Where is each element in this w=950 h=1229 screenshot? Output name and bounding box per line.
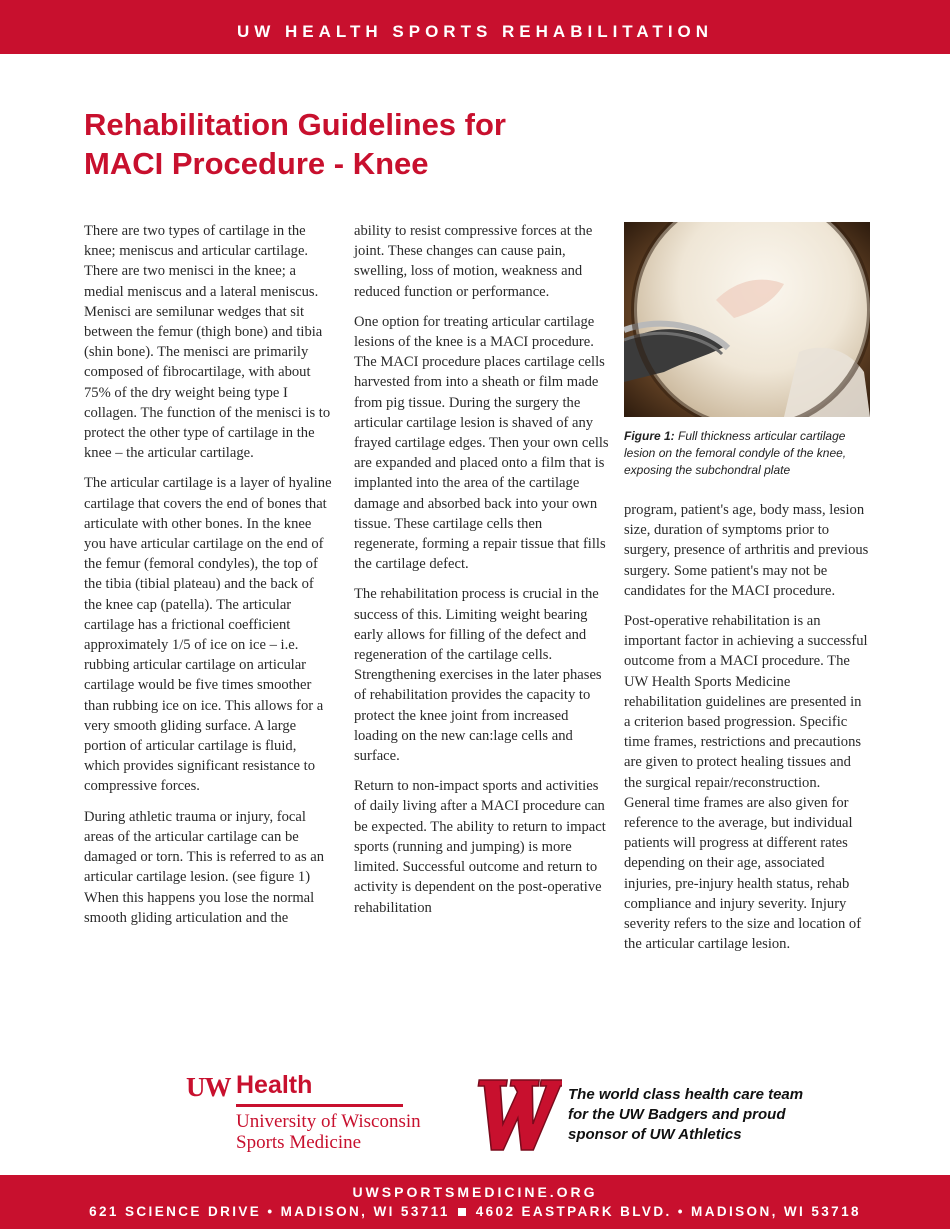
paragraph: program, patient's age, body mass, lesion size, duration of symptoms prior to surgery, presence of arthritis and previous surgery. Some patient's may not be candidates for the MACI procedure. [624,502,869,599]
figure-label: Figure 1: [624,429,675,443]
text-column-2 [354,221,609,928]
logo-divider [236,1104,403,1107]
text-column-3 [624,500,870,964]
paragraph: During athletic trauma or injury, focal areas of the articular cartilage can be damaged or torn. This is referred to as an articular cartilage lesion. (see figure 1) When this happens you lose the normal smooth gliding articulation and the [84,808,325,926]
sponsor-tagline [568,1085,838,1145]
paragraph: Post-operative rehabilitation is an important factor in achieving a successful outcome from a MACI procedure. The UW Health Sports Medicine rehabilitation guidelines are presented in a criterion based progression. Specific time frames, restrictions and precautions are given to protect healing tissues and the surgical repair/reconstruction. General time frames are also given for reference to the average, but individual patients will progress at different rates depending on their age, associated injuries, pre-injury health status, rehab compliance and injury severity. Injury severity refers to the size and location of the articular cartilage lesion. [624,613,868,953]
square-bullet-icon [458,1208,466,1216]
paragraph: There are two types of cartilage in the knee; meniscus and articular cartilage. There are two menisci in the knee; a medial meniscus and a lateral meniscus. Menisci are semilunar wedges that sit between the femur (thigh bone) and tibia (shin bone). The menisci are primarily composed of fibrocartilage, with about 75% of the dry weight being type I collagen. The function of the menisci is to protect the other type of cartilage in the knee – the articular cartilage. [84,223,331,462]
arthroscopy-photo-icon [624,222,870,417]
paragraph: One option for treating articular cartilage lesions of the knee is a MACI procedure. The MACI procedure places cartilage cells harvested from into a sheath or film made from pig tissue. During the surgery the articular cartilage lesion is shaved of any frayed cartilage edges. Then your own cells are expanded and placed onto a film that is implanted into the area of the cartilage damage and absorbed back into your own tissue. These cartilage cells then regenerate, forming a repair tissue that fills the cartilage defect. [354,313,609,573]
footer-address-1: 621 SCIENCE DRIVE • MADISON, WI 53711 [89,1204,450,1219]
tagline-line1: The world class health care team [568,1086,804,1103]
health-logo-word: Health [236,1071,313,1099]
text-column-1 [84,221,332,938]
footer-addresses [0,1204,950,1219]
paragraph: The articular cartilage is a layer of hyaline cartilage that covers the end of bones that articulate with other bones. In the knee you have articular cartilage on the end of the femur (femoral condyles), the top of the tibia (tibial plateau) and the back of the knee cap (patella). The articular cartilage has a frictional coefficient approximately 1/5 of ice on ice – i.e. rubbing articular cartilage on articular cartilage would be five times smoother than rubbing ice on ice. This allows for a very smooth gliding surface. A large portion of articular cartilage is fluid, which provides significant resistance to compressive forces. [84,475,332,795]
uw-health-logo [186,1071,421,1157]
paragraph: ability to resist compressive forces at the joint. These changes can cause pain, swelling, loss of motion, weakness and reduced function or performance. [354,223,593,300]
figure-1-caption [624,428,870,479]
uw-logo-letters: UW [186,1072,231,1102]
figure-1-arthroscopy-image [624,222,870,417]
page-title [84,105,644,183]
page-title-line1: Rehabilitation Guidelines for [84,107,506,142]
figure-caption-text: Full thickness articular cartilage lesion on the femoral condyle of the knee, exposing the subchondral plate [624,429,847,477]
footer-website-link[interactable]: UWSPORTSMEDICINE.ORG [352,1184,598,1200]
logo-sports-medicine-line: Sports Medicine [236,1132,362,1153]
header-banner-text: UW HEALTH SPORTS REHABILITATION [236,22,714,41]
page-title-line2: MACI Procedure - Knee [84,146,429,181]
tagline-line2: for the UW Badgers and proud [568,1106,786,1123]
paragraph: The rehabilitation process is crucial in the success of this. Limiting weight bearing early allows for filling of the defect and regeneration of the cartilage cells. Strengthening exercises in the later phases of rehabilitation provides the capacity to protect the knee joint from increased loading on the new can:lage cells and surface. [354,586,602,765]
footer-address-2: 4602 EASTPARK BLVD. • MADISON, WI 53718 [475,1204,861,1219]
logo-university-line: University of Wisconsin [236,1111,421,1132]
motion-w-icon [470,1074,562,1154]
paragraph: Return to non-impact sports and activities of daily living after a MACI procedure can be expected. The ability to return to impact sports (running and jumping) is more limited. Successful outcome and return to activity is dependent on the post-operative rehabilitation [354,778,606,916]
tagline-line3: sponsor of UW Athletics [568,1126,742,1143]
